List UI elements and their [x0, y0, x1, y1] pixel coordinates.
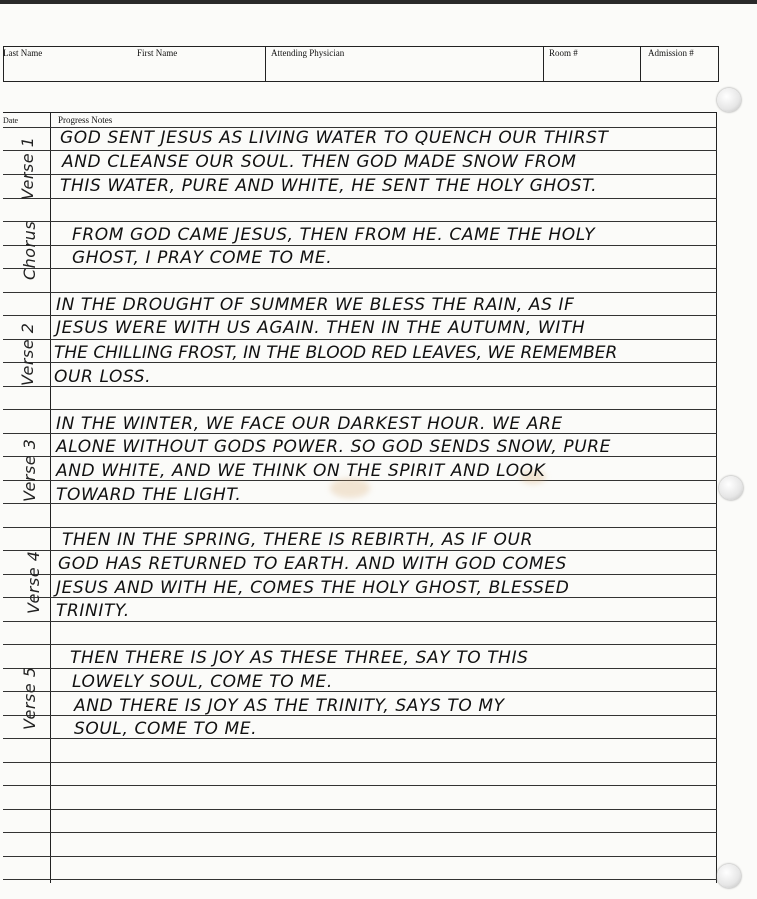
ruled-line: [3, 221, 717, 222]
verse-5-line-2: LOWELY SOUL, COME TO ME.: [72, 672, 333, 692]
verse-4-line-4: TRINITY.: [56, 601, 130, 621]
verse-1-label: Verse 1: [18, 136, 37, 200]
header-divider: [640, 46, 641, 82]
header-divider: [265, 46, 266, 82]
verse-3-label: Verse 3: [20, 438, 39, 502]
binder-hole: [717, 88, 741, 112]
verse-4-line-1: THEN IN THE SPRING, THERE IS REBIRTH, AS IF OUR: [62, 530, 533, 550]
ruled-line: [3, 574, 717, 575]
binder-hole: [719, 476, 743, 500]
admission-label: Admission #: [648, 48, 694, 58]
verse-3-line-3: AND WHITE, AND WE THINK ON THE SPIRIT AND LOOK: [56, 461, 546, 481]
verse-4-line-3: JESUS AND WITH HE, COMES THE HOLY GHOST, BLESSED: [56, 578, 570, 598]
progress-notes-label: Progress Notes: [58, 115, 113, 125]
header-divider: [543, 46, 544, 82]
ruled-line: [3, 339, 717, 340]
verse-1-line-2: AND CLEANSE OUR SOUL. THEN GOD MADE SNOW FROM: [62, 152, 577, 172]
verse-3-line-2: ALONE WITHOUT GODS POWER. SO GOD SENDS SNOW, PURE: [56, 437, 611, 457]
first-name-label: First Name: [137, 48, 178, 58]
ruled-line: [3, 832, 717, 833]
verse-2-label: Verse 2: [18, 322, 37, 386]
verse-2-line-2: JESUS WERE WITH US AGAIN. THEN IN THE AUTUMN, WITH: [56, 318, 586, 338]
chorus-label: Chorus: [20, 220, 39, 280]
verse-1-line-1: GOD SENT JESUS AS LIVING WATER TO QUENCH OUR THIRST: [60, 128, 609, 148]
ruled-line: [3, 150, 717, 151]
chorus-line-1: FROM GOD CAME JESUS, THEN FROM HE. CAME THE HOLY: [72, 225, 596, 245]
ruled-line: [3, 550, 717, 551]
ruled-line: [3, 198, 717, 199]
date-column-divider: [50, 112, 51, 883]
verse-5-line-4: SOUL, COME TO ME.: [74, 719, 258, 739]
attending-physician-label: Attending Physician: [271, 48, 345, 58]
scan-edge: [0, 0, 757, 4]
verse-1-line-3: THIS WATER, PURE AND WHITE, HE SENT THE HOLY GHOST.: [60, 176, 598, 196]
room-label: Room #: [549, 48, 578, 58]
ruled-line: [3, 245, 717, 246]
ruled-line: [3, 174, 717, 175]
ruled-line: [3, 268, 717, 269]
binder-hole: [717, 864, 741, 888]
verse-5-line-1: THEN THERE IS JOY AS THESE THREE, SAY TO THIS: [70, 648, 529, 668]
date-column-label: Date: [3, 116, 19, 125]
chorus-line-2: GHOST, I PRAY COME TO ME.: [72, 248, 333, 268]
verse-5-label: Verse 5: [20, 666, 39, 730]
ruled-line: [3, 621, 717, 622]
ruled-line: [3, 315, 717, 316]
ruled-line: [3, 527, 717, 528]
paper-stain: [330, 478, 370, 498]
ruled-line: [3, 809, 717, 810]
last-name-label: Last Name: [3, 48, 43, 58]
verse-2-line-4: OUR LOSS.: [54, 367, 152, 387]
ruled-line: [3, 409, 717, 410]
verse-3-line-4: TOWARD THE LIGHT.: [56, 485, 242, 505]
ruled-line: [3, 762, 717, 763]
verse-2-line-3: THE CHILLING FROST, IN THE BLOOD RED LEAVES, WE REMEMBER: [54, 343, 618, 363]
verse-2-line-1: IN THE DROUGHT OF SUMMER WE BLESS THE RAIN, AS IF: [56, 295, 575, 315]
ruled-line: [3, 856, 717, 857]
ruled-line: [3, 785, 717, 786]
patient-header-box: [3, 46, 719, 82]
verse-4-line-2: GOD HAS RETURNED TO EARTH. AND WITH GOD COMES: [58, 554, 567, 574]
verse-4-label: Verse 4: [24, 550, 43, 614]
ruled-line: [3, 879, 717, 880]
ruled-line: [3, 292, 717, 293]
verse-5-line-3: AND THERE IS JOY AS THE TRINITY, SAYS TO MY: [74, 696, 505, 716]
ruled-line: [3, 644, 717, 645]
verse-3-line-1: IN THE WINTER, WE FACE OUR DARKEST HOUR. WE ARE: [56, 414, 563, 434]
ruled-line: [3, 668, 717, 669]
